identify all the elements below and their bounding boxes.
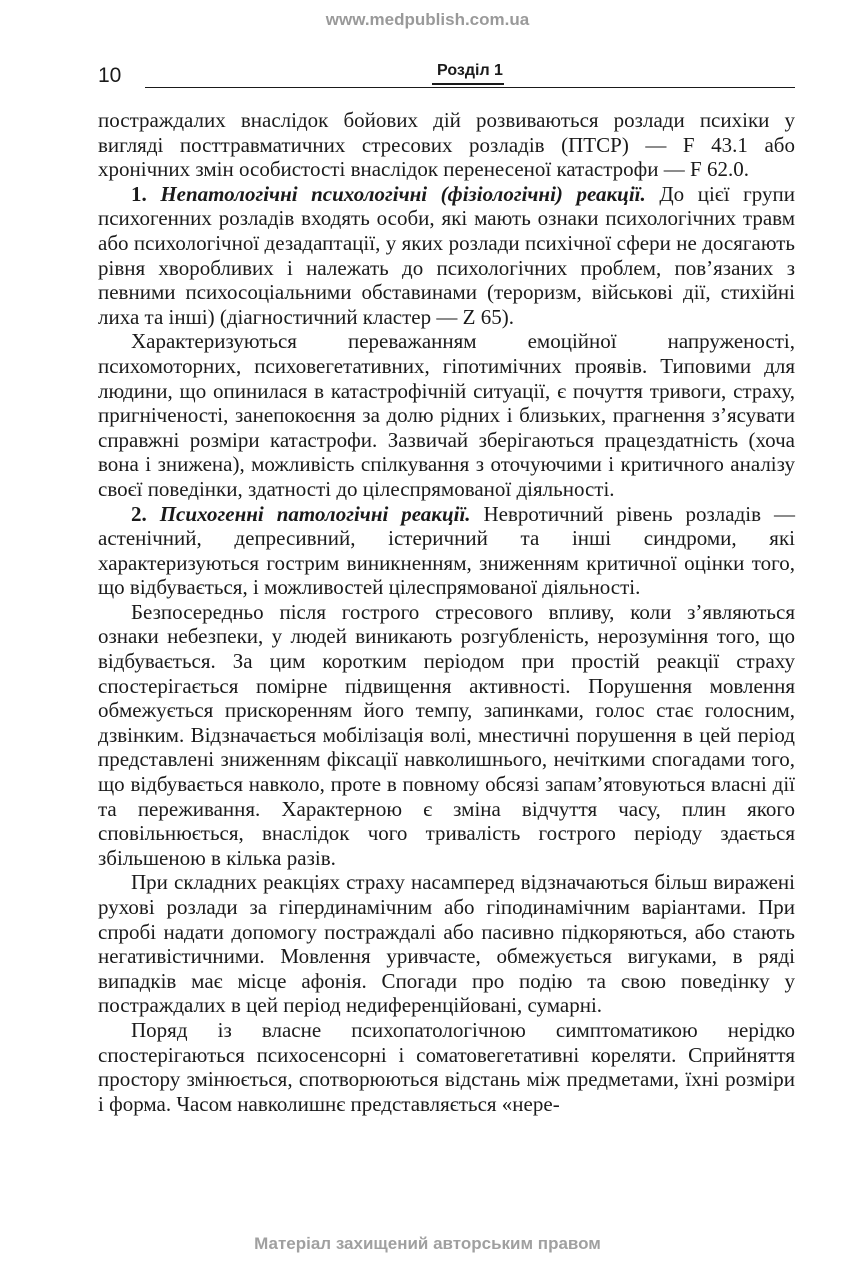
paragraph-text: При складних реакціях страху насамперед відзначаються більш виражені рухові розлади за гіпердинамічним або гіподинамічним варіантами. При спробі надати допомогу постраждалі або пасивно підкоряються, або стають негативістичними. Мовлення уривчасте, обмежується вигуками, в ряді випадків має місце афонія. Спогади про подію та свою поведінку у постраждалих в цей період недиференційовані, сумарні. (98, 870, 795, 1018)
section-number: 1. (131, 181, 147, 206)
paragraph-text: Безпосередньо після гострого стресового впливу, коли з’являються ознаки небезпеки, у людей виникають розгубленість, нерозуміння того, що відбувається. За цим коротким періодом при простій реакції страху спостерігається помірне підвищення активності. Порушення мовлення обмежується прискоренням його темпу, запинками, голос стає голосним, дзвінким. Відзначається мобілізація волі, мнестичні порушення в цей період представлені зниженням фіксації навколишнього, нечіткими спогадами того, що відбувається навколо, проте в повному обсязі запам’ятовуються власні дії та переживання. Характерною є зміна відчуття часу, плин якого сповільнюється, внаслідок чого тривалість гострого періоду здається збільшеною в кілька разів. (98, 599, 795, 870)
page-body (98, 108, 795, 1116)
section-number: 2. (131, 501, 147, 526)
running-head: Розділ 1 (437, 62, 503, 79)
watermark-bottom: Матеріал захищений авторським правом (254, 1234, 601, 1253)
paragraph (98, 108, 795, 182)
paragraph (98, 329, 795, 501)
paragraph (98, 1018, 795, 1116)
running-head-underline (432, 83, 504, 85)
section-title: Непатологічні психологічні (фізіологічні) реакції. (160, 181, 646, 206)
watermark-top: www.medpublish.com.ua (325, 10, 530, 29)
paragraph-text: постраждалих внаслідок бойових дій розвиваються розлади психіки у вигляді посттравматичних стресових розладів (ПТСР) — F 43.1 або хронічних змін особистості внаслідок перенесеної катастрофи — F 62.0. (98, 108, 795, 182)
paragraph (98, 870, 795, 1018)
section-title: Психогенні патологічні реакції. (159, 501, 471, 526)
paragraph (98, 182, 795, 330)
paragraph (98, 502, 795, 600)
paragraph-text: Поряд із власне психопатологічною симптоматикою нерідко спостерігаються психосенсорні і соматовегетативні кореляти. Сприйняття простору змінюється, спотворюються відстань між предметами, їхні розміри і форма. Часом навколишнє представляється «нере- (98, 1017, 795, 1116)
paragraph-text: До цієї групи психогенних розладів входять особи, які мають ознаки психологічних травм або психологічної дезадаптації, у яких розлади психічної сфери не досягають рівня хворобливих і належать до психологічних проблем, пов’язаних з певними психосоціальними обставинами (тероризм, військові дії, стихійні лиха та інші) (діагностичний кластер — Z 65). (98, 181, 795, 329)
paragraph-text: Характеризуються переважанням емоційної напруженості, психомоторних, психовегетативних, гіпотимічних проявів. Типовими для людини, що опинилася в катастрофічній ситуації, є почуття тривоги, страху, пригніченості, занепокоєння за долю рідних і близьких, прагнення з’ясувати справжні розміри катастрофи. Зазвичай зберігаються працездатність (хоча вона і знижена), можливість спілкування з оточуючими і критичного аналізу своєї поведінки, здатності до цілеспрямованої діяльності. (98, 329, 795, 501)
header-rule (145, 87, 795, 88)
paragraph (98, 600, 795, 871)
page-number: 10 (98, 64, 122, 87)
paragraph-text: Невротичний рівень розладів — астенічний, депресивний, істеричний та інші синдроми, які характеризуються гострим виникненням, зниженням критичної оцінки того, що відбувається, і можливостей цілеспрямованої діяльності. (98, 501, 796, 600)
